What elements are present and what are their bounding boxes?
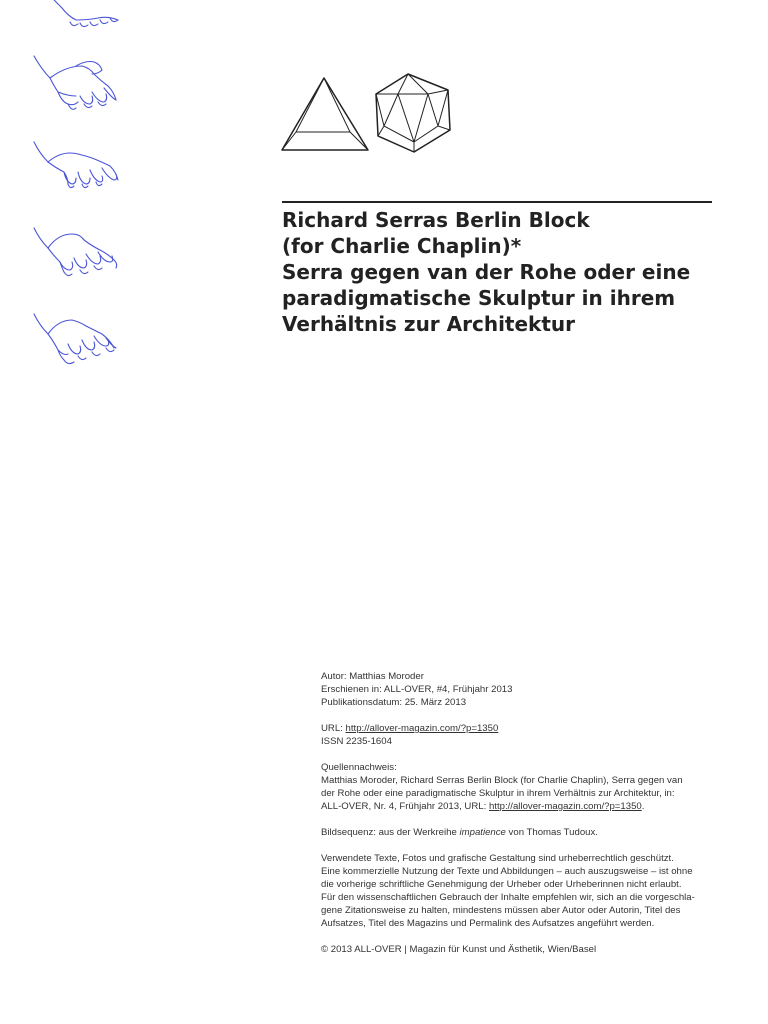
subtitle-line: paradigmatische Skulptur in ihrem	[282, 286, 676, 310]
citation-text: ALL-OVER, Nr. 4, Frühjahr 2013, URL: http://allover-magazin.com/?p=1350.	[321, 801, 645, 812]
issn: ISSN 2235-1604	[321, 736, 392, 747]
published-in: Erschienen in: ALL-OVER, #4, Frühjahr 2013	[321, 684, 513, 695]
subtitle-line: Verhältnis zur Architektur	[282, 312, 576, 336]
publication-date: Publikationsdatum: 25. März 2013	[321, 697, 467, 708]
rights-notice: die vorherige schriftliche Genehmigung der Urheber oder Urheberinnen nicht erlaubt.	[321, 879, 682, 890]
all-over-logo	[280, 72, 460, 157]
rights-notice: Verwendete Texte, Fotos und grafische Gestaltung sind urheberrechtlich geschützt.	[321, 853, 674, 864]
rights-notice: Für den wissenschaftlichen Gebrauch der Inhalte empfehlen wir, sich an die vorgeschla-	[321, 892, 695, 903]
hand-drawing-2	[28, 52, 128, 122]
publication-metadata	[321, 670, 721, 956]
citation-heading: Quellennachweis:	[321, 762, 397, 773]
url-line: URL: http://allover-magazin.com/?p=1350	[321, 723, 499, 734]
title-line: (for Charlie Chaplin)*	[282, 234, 522, 258]
subtitle-line: Serra gegen van der Rohe oder eine	[282, 260, 691, 284]
hand-sequence	[28, 0, 138, 400]
article-title	[282, 207, 722, 337]
citation-text: der Rohe oder eine paradigmatische Skulptur in ihrem Verhältnis zur Architektur, in:	[321, 788, 675, 799]
rights-notice: Aufsatzes, Titel des Magazins und Permalink des Aufsatzes angeführt werden.	[321, 918, 655, 929]
hand-drawing-4	[28, 222, 128, 292]
rights-notice: Eine kommerzielle Nutzung der Texte und Abbildungen – auch auszugsweise – ist ohne	[321, 866, 693, 877]
author-line: Autor: Matthias Moroder	[321, 671, 424, 682]
hand-drawing-3	[28, 138, 128, 208]
article-url-link[interactable]: http://allover-magazin.com/?p=1350	[345, 723, 499, 734]
hand-drawing-1	[28, 0, 128, 40]
image-sequence-credit: Bildsequenz: aus der Werkreihe impatience von Thomas Tudoux.	[321, 827, 598, 838]
author-name: Matthias Moroder	[349, 671, 424, 682]
copyright: © 2013 ALL-OVER | Magazin für Kunst und Ästhetik, Wien/Basel	[321, 944, 597, 955]
hand-drawing-5	[28, 306, 128, 376]
citation-text: Matthias Moroder, Richard Serras Berlin Block (for Charlie Chaplin), Serra gegen van	[321, 775, 683, 786]
rights-notice: gene Zitationsweise zu halten, mindestens müssen aber Autor oder Autorin, Titel des	[321, 905, 681, 916]
title-line: Richard Serras Berlin Block	[282, 208, 590, 232]
citation-url-link[interactable]: http://allover-magazin.com/?p=1350	[488, 801, 642, 812]
title-divider	[282, 201, 712, 203]
